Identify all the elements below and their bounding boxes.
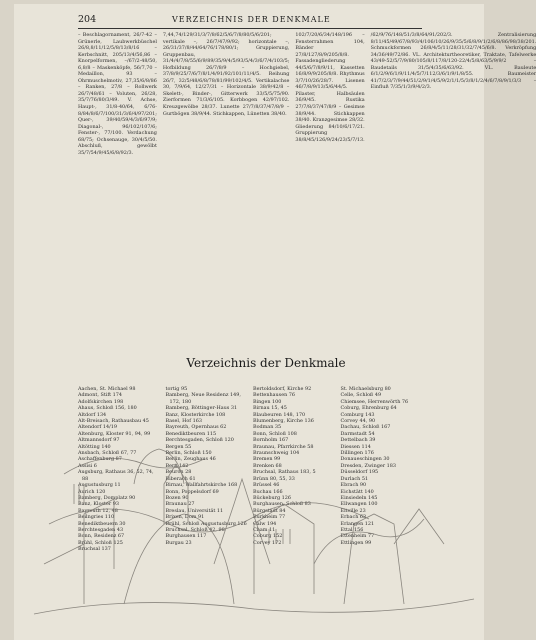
monument-entry: Bornholm 167	[253, 437, 289, 444]
monument-entry: Corvey 44, 90	[340, 418, 376, 425]
monument-entry: Bruchsal 137	[78, 546, 111, 553]
monument-entry: Erbach 63	[340, 514, 367, 521]
page-header	[14, 4, 484, 24]
monument-column	[253, 386, 335, 626]
section-title: Verzeichnis der Denkmale	[186, 356, 346, 370]
monument-entry: Adolfskirchen 198	[78, 398, 124, 405]
monument-entry: Braunau, Pfarrkirche 58	[253, 443, 314, 450]
monument-entry: Dachau, Schloß 167	[340, 424, 391, 431]
monument-entry: Dillingen 176	[340, 450, 374, 457]
monument-entry: Brüssel 46	[253, 482, 280, 489]
monument-entry: Aschaffenburg 87	[78, 456, 122, 463]
monument-entry: Augsburg, Rathaus 36, 52, 74, 88	[78, 469, 154, 482]
monument-entry: Bremen 99	[253, 456, 281, 463]
monument-entry: Admont, Stift 174	[78, 392, 123, 399]
index-top-column	[163, 32, 289, 352]
monument-entry: Ebrach 90	[340, 482, 367, 489]
monument-entry: Berchtesgaden, Schloß 120	[165, 437, 234, 444]
monument-entry: Diessen 114	[340, 443, 371, 450]
monument-entry: Bückeburg 126	[253, 494, 291, 501]
monument-entry: Augustusburg 11	[78, 482, 121, 489]
index-top-column	[78, 32, 157, 352]
monument-entry: Berlin, Schloß 150	[165, 450, 212, 457]
monument-entry: Bayreuth, Opernhaus 62	[165, 424, 227, 431]
monument-entry: Bonn, Residenz 67	[78, 533, 125, 540]
monument-entry: Bozen 90	[165, 494, 189, 501]
monument-entry: Blumenberg, Kirche 136	[253, 418, 314, 425]
monument-entry: Altmannsdorf 97	[78, 437, 120, 444]
monument-entry: Cham 11	[253, 526, 276, 533]
monument-entry: Ansbach, Schloß 67, 77	[78, 450, 137, 457]
monument-entry: Ettenheim 77	[340, 533, 375, 540]
monument-entry: Durlach 51	[340, 475, 369, 482]
monument-entry: Bertoldsdorf, Kirche 92	[253, 386, 312, 392]
monument-entry: Aachen, St. Michael 98	[78, 386, 136, 392]
index-top-text: 7,44,74/129/31/3/7/8/62/5/6/7/8/80/5/6/201; vertikale –, 26/7/47/9/92; horizontale –, 26/31/37/8/44/64/76/178/80/1; Gruppierung, Gruppenbau, 31/4/4/7/8/55/6/9/89/35/9/4/5/93/5/4/3/6/7/4/103/5; Hofbildung 26/7/8/9 – Hochgiebel, 37/8/9/25/7/6/7/8/1/4/91/92/101/11/4/5. Reihung 26/7, 32/5/48/6/8/78/81/99/102/4/5. Vertikalachse 30, 7/9/64, 12/27/31 – Horizontale 38/9/42/8 – Skelett-, Binder-, Gitterwerk 33/5/5/75/90. Zierformen 71/3/6/105. Korbbogen 42/97/102. Kreuzgewölbe 28/37. Lunette 27/7/8/37/47/8/9 – Gurtbögen 38/9/44. Stichkappen, Lünetten 38/40.	[162, 32, 290, 117]
monument-entry: Ahaus, Schloß 156, 180	[78, 405, 137, 412]
monument-entry: Berchtesgaden 43	[78, 526, 124, 533]
monument-entry: Bruchsal, Rathaus 183, 5	[253, 469, 316, 476]
monument-entry: Burghausen 117	[165, 533, 207, 540]
monument-entry: tortig 95	[165, 386, 188, 392]
monument-entry: Bern 142	[165, 462, 189, 469]
monument-entry: Banz, Kloster 93	[78, 501, 119, 508]
monument-entry: Bingen 100	[253, 398, 282, 405]
monument-entry: Dresden, Zwinger 183	[340, 462, 396, 469]
monument-entry: Bruchsal, Schloß 42, 98	[165, 526, 225, 533]
monument-entry: Burgau 23	[165, 539, 192, 546]
monument-entry: Ellwangen 100	[340, 501, 378, 508]
monument-entry: Brünn 80, 55, 33	[253, 475, 295, 482]
monument-entry: Bürgstadt 84	[253, 507, 286, 514]
monument-entry: Beuron 28	[165, 469, 192, 476]
monument-entry: Ettlingen 99	[340, 539, 372, 546]
monument-entry: Eichstätt 140	[340, 488, 374, 495]
monument-entry: Banz, Klosterkirche 108	[165, 411, 226, 418]
monument-entry: Donaueschingen 30	[340, 456, 390, 463]
monument-entry: Altenburg, Kloster 91, 94, 99	[78, 430, 151, 437]
index-top-column	[295, 32, 364, 352]
index-top-text: – Beschlagornament, 26/7-42 – Grünerle, Laubwerkbüschel 26/8,8/11/12/5/8/13/8/16 – Kerbschnitt, 205/13/4/56,86 – Knorpelformen, –/67/2-48/50, 6,8/8 – Maskenköpfe, 56/7,70 – Medaillon, 93 – Ohrmuschelmotiv, 27,35/6/8/86 – Ranken, 27/8 – Rollwerk 26/7/48/61 – Voluten, 26/28, 35/7/76/80/3/49. V. Achse, Haupt-, 31/8-40/64, 6/76-8/84/8/6/7/100/31/3/6/4/97/201; Quer-, 39/40/59/4/3/6/97/9; Diagonal-, 96/102/107/6; Fenster-, 77/100. Verdachung 68/75; Ochsenauge, 30/4/5/50. Abschluß, gewölbt 35/7/54/9/45/6/8/92/3.	[78, 32, 157, 156]
monument-entry: Einsiedeln 145	[340, 494, 378, 501]
monument-entry: Calw 194	[253, 520, 277, 527]
monument-entry: Braunau 27	[165, 501, 195, 508]
monument-entry: Ettal 156	[340, 526, 364, 533]
monument-entry: Düsseldorf 195	[340, 469, 379, 476]
monument-entry: Bodman 35	[253, 424, 282, 431]
page-number: 204	[78, 14, 97, 25]
monument-entry: Bamberg, Böttinger-Haus 31	[165, 405, 238, 412]
monument-entry: Burghausen, Schloß 83	[253, 501, 311, 508]
monument-entry: Comburg 143	[340, 411, 375, 418]
book-page	[14, 4, 536, 640]
monument-entry: Brixen, Dom 91	[165, 514, 205, 521]
monument-entry: Beilngries 110	[78, 514, 115, 521]
monument-entry: Eltville 23	[340, 507, 366, 514]
monument-entry: Bettenhausen 76	[253, 392, 296, 399]
monument-entry: Brühl, Schloß Augustusburg 126	[165, 520, 247, 527]
monument-entry: Bonn, Schloß 108	[253, 430, 297, 437]
monument-entry: Assisi 6	[78, 462, 97, 469]
monument-entry: Bergen 55	[165, 443, 192, 450]
index-bottom	[78, 386, 422, 626]
monument-entry: Braunschweig 104	[253, 450, 300, 457]
monument-entry: Birnau, Wallfahrtskirche 168	[165, 482, 238, 489]
monument-entry: Altötting 140	[78, 443, 111, 450]
monument-entry: Bamberg, Neue Residenz 149, 172, 180	[165, 392, 241, 405]
monument-entry: Coburg 152	[253, 533, 283, 540]
monument-entry: Erlangen 121	[340, 520, 375, 527]
monument-entry: Bonn, Poppelsdorf 69	[165, 488, 219, 495]
monument-column	[78, 386, 160, 626]
monument-entry: Burkheim 77	[253, 514, 286, 521]
running-title: VERZEICHNIS DER DENKMALE	[172, 15, 331, 24]
monument-entry: Bayreuth 12, 48	[78, 507, 118, 514]
monument-entry: Darmstadt 54	[340, 430, 375, 437]
monument-entry: Altendorf 14/19	[78, 424, 117, 431]
header-rule	[78, 28, 422, 29]
monument-entry: Corvey 172	[253, 539, 282, 546]
monument-entry: St. Michaelsburg 80	[340, 386, 391, 392]
monument-entry: Blaubeuren 148, 170	[253, 411, 306, 418]
monument-entry: Birnau 15, 45	[253, 405, 287, 412]
monument-entry: Brühl, Schloß 125	[78, 539, 123, 546]
index-top-text: /62/9/76/148/51/3/8/64/91/202/3. Zentralisierung 8/11/45/49/67/8/93/4/106/10/26/9/35/5/6/8/9/1/2/6/8/86/98/38/201. Schmuckformen 26/8/4/5/11/28/31/32/7/45/6/8. Verkröpfung 34/36/49/72/86. VL. Architekturtheoretiker, Traktate, Tafelwerke 43/49-52/5/7/9/80/105/8/117/8/120-22/4/5/8/63/5/9/9/2 – Baudetails 31/5/4/35/6/63/92. VL. Bauleute 6/1/2/9/6/1/9/11/4/5/7/112/3/6/1/9/1/8/55. Baumeister 41/7/2/3/7/9/44/51/2/9/1/4/5/9/2/1/1/5/3/8/1/2/4/6/7/8/9/1/3/3 – Einfluß 7/35/1/3/9/4/2/3.	[370, 32, 536, 91]
monument-column	[166, 386, 248, 626]
index-top-text: 102/7/20/6/34/148/196 – Fensterrahmen 104, Bänder 27/8/127/8/9/205/8/8. Fassadengliederung 44/5/6/7/8/9/11, Kassetten 16/8/9/9/205/8/8. Rhythmus 3/7/10/26/28/7. Lisenen 46/7/8/9/13/5/6/44/5. Pilaster, Halbsäulen 36/9/45. Rustika 27/7/8/37/47/8/9 – Gesimse 38/9/44. Stichkappen 38/40. Kranzgesimse 28/32. Gliederung 84/10/6/17/21. Gruppierung 38/8/45/126/9/24/23/5/7/13.	[295, 32, 365, 143]
monument-entry: Alt-Breisach, Rathausbau 45	[78, 418, 149, 425]
monument-entry: Basel, Hof 163	[165, 418, 202, 425]
monument-column	[341, 386, 423, 626]
monument-entry: Buchau 166	[253, 488, 283, 495]
monument-entry: Benediktbeuren 115	[165, 430, 217, 437]
monument-entry: Benediktbeuern 30	[78, 520, 126, 527]
monument-entry: Coburg, Ehrenburg 64	[340, 405, 397, 412]
monument-entry: Biberach 61	[165, 475, 196, 482]
monument-entry: Bamberg, Domplatz 90	[78, 494, 136, 501]
index-top-column	[371, 32, 536, 352]
monument-entry: Celle, Schloß 49	[340, 392, 382, 399]
monument-entry: Chiemsee, Herrenwörth 76	[340, 398, 409, 405]
monument-entry: Dettelbach 39	[340, 437, 376, 444]
monument-entry: Altdorf 134	[78, 411, 107, 418]
monument-entry: Brenken 68	[253, 462, 282, 469]
monument-entry: Berlin, Zeughaus 46	[165, 456, 216, 463]
index-top	[78, 32, 536, 352]
monument-entry: Breslau, Universität 11	[165, 507, 224, 514]
monument-entry: Aurich 120	[78, 488, 106, 495]
